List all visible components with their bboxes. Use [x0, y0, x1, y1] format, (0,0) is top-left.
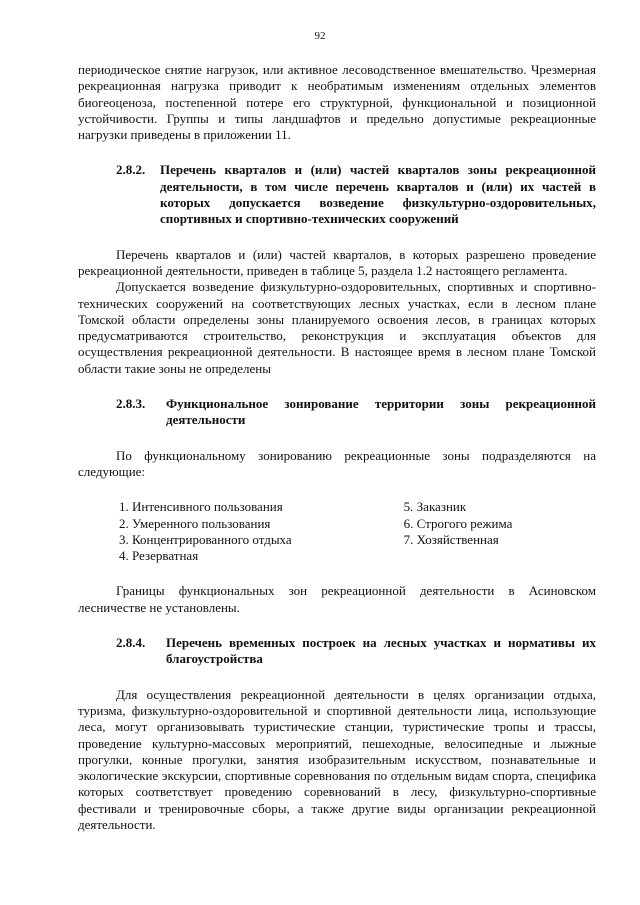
list-item: 6. Строгого режима [403, 515, 513, 531]
list-item: 2. Умеренного пользования [119, 515, 271, 531]
section-number: 2.8.2. [116, 162, 146, 178]
section-title: Перечень временных построек на лесных участках и нормативы их благоустройства [166, 635, 596, 667]
zones-column-2 [404, 499, 596, 564]
paragraph: Для осуществления рекреационной деятельности в целях организации отдыха, туризма, физкультурно-оздоровительной и спортивной деятельности лица, использующие леса, могут организовывать туристические станции, туристические тропы и трассы, проведение культурно-массовых мероприятий, пешеходные, велосипедные и лыжные прогулки, конные прогулки, занятия изобразительным искусством, познавательные и экологические экскурсии, спортивные соревнования по отдельным видам спорта, специфика которых соответствует проведению соревнований в лесу, физкультурно-спортивные фестивали и тренировочные сборы, а также другие виды организации рекреационной деятельности. [78, 686, 596, 832]
paragraph: Границы функциональных зон рекреационной деятельности в Асиновском лесничестве не установлены. [78, 583, 596, 615]
intro-paragraph: периодическое снятие нагрузок, или активное лесоводственное вмешательство. Чрезмерная рекреационная нагрузка приводит к необратимым изменениям отдельных элементов биогеоценоза, постепенной потере его структурной, функциональной и позиционной устойчивости. Группы и типы ландшафтов и предельно допустимые рекреационные нагрузки приведены в приложении 11. [78, 62, 596, 143]
zones-column-1 [119, 499, 404, 564]
section-number: 2.8.4. [116, 635, 146, 651]
paragraph: Допускается возведение физкультурно-оздоровительных, спортивных и спортивно-технических сооружений на соответствующих лесных участках, если в лесном плане Томской области определены зоны планируемого освоения лесов, в границах которых предусматриваются строительство, реконструкция и эксплуатация объектов для осуществления рекреационной деятельности. В настоящее время в лесном плане Томской области такие зоны не определены [78, 279, 596, 376]
section-heading-2-8-4 [116, 635, 596, 668]
page-number: 92 [314, 30, 326, 42]
list-item: 5. Заказник [403, 499, 467, 515]
list-item: 3. Концентрированного отдыха [119, 531, 292, 547]
paragraph: По функциональному зонированию рекреационные зоны подразделяются на следующие: [78, 447, 596, 479]
section-heading-2-8-2 [116, 162, 596, 227]
section-heading-2-8-3 [116, 396, 596, 429]
list-item: 7. Хозяйственная [403, 531, 499, 547]
section-title: Перечень кварталов и (или) частей кварталов зоны рекреационной деятельности, в том числе перечень кварталов и (или) их частей в которых допускается возведение физкультурно-оздоровительных, спортивных и спортивно-технических сооружений [160, 162, 596, 227]
list-item: 1. Интенсивного пользования [119, 499, 283, 515]
section-title: Функциональное зонирование территории зоны рекреационной деятельности [166, 396, 596, 428]
document-body [78, 62, 596, 833]
zones-list [119, 499, 596, 564]
paragraph: Перечень кварталов и (или) частей кварталов, в которых разрешено проведение рекреационной деятельности, приведен в таблице 5, раздела 1.2 настоящего регламента. [78, 246, 596, 278]
list-item: 4. Резерватная [119, 548, 199, 564]
section-number: 2.8.3. [116, 396, 146, 412]
